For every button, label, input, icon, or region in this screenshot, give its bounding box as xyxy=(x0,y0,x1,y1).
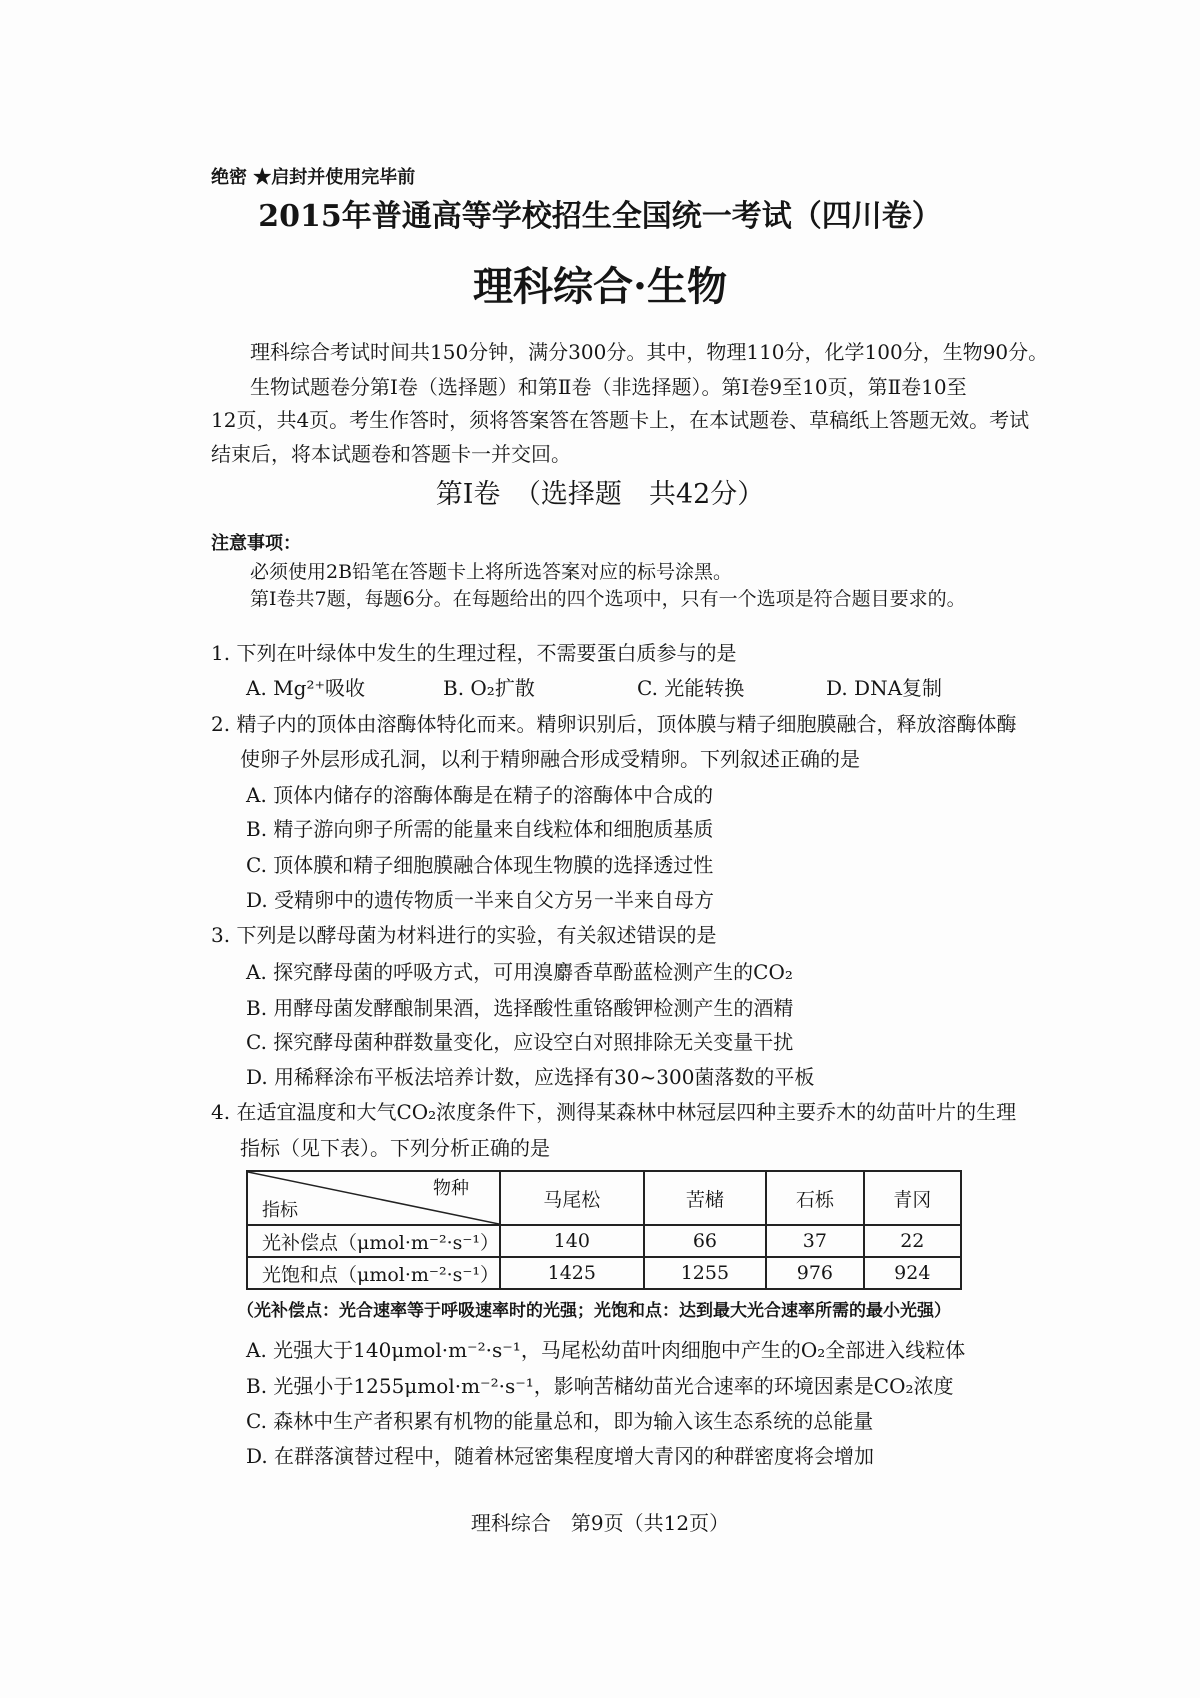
column-header: 青冈 xyxy=(864,1171,961,1225)
notes-line: 第Ⅰ卷共7题，每题6分。在每题给出的四个选项中，只有一个选项是符合题目要求的。 xyxy=(250,588,966,610)
column-header: 苦槠 xyxy=(644,1171,767,1225)
notes-heading: 注意事项： xyxy=(211,533,301,554)
option: C. 光能转换 xyxy=(637,676,745,700)
table-cell: 976 xyxy=(766,1257,863,1289)
corner-bottom-label: 指标 xyxy=(262,1200,298,1221)
option: D. 用稀释涂布平板法培养计数，应选择有30~300菌落数的平板 xyxy=(246,1065,815,1089)
table-cell: 66 xyxy=(644,1225,767,1257)
table-header-row xyxy=(247,1171,961,1225)
option: D. 受精卵中的遗传物质一半来自父方另一半来自母方 xyxy=(246,888,715,912)
option: B. O₂扩散 xyxy=(443,676,535,700)
option: A. 探究酵母菌的呼吸方式，可用溴麝香草酚蓝检测产生的CO₂ xyxy=(246,960,793,984)
question-stem: 3. 下列是以酵母菌为材料进行的实验，有关叙述错误的是 xyxy=(211,923,717,947)
table-cell: 1425 xyxy=(500,1257,644,1289)
option: B. 光强小于1255μmol·m⁻²·s⁻¹，影响苦槠幼苗光合速率的环境因素是CO₂浓度 xyxy=(246,1374,954,1398)
confidential-note: 绝密 ★启封并使用完毕前 xyxy=(211,167,416,188)
row-label: 光饱和点（μmol·m⁻²·s⁻¹） xyxy=(247,1257,500,1289)
option: D. 在群落演替过程中，随着林冠密集程度增大青冈的种群密度将会增加 xyxy=(246,1444,875,1468)
table-row xyxy=(247,1225,961,1257)
exam-subtitle: 理科综合·生物 xyxy=(473,263,727,310)
question-stem: 2. 精子内的顶体由溶酶体特化而来。精卵识别后，顶体膜与精子细胞膜融合，释放溶酶体酶 xyxy=(211,712,1017,736)
table-note: （光补偿点：光合速率等于呼吸速率时的光强；光饱和点：达到最大光合速率所需的最小光强） xyxy=(237,1301,951,1321)
column-header: 石栎 xyxy=(766,1171,863,1225)
option: A. 光强大于140μmol·m⁻²·s⁻¹，马尾松幼苗叶肉细胞中产生的O₂全部进入线粒体 xyxy=(246,1338,966,1362)
table-cell: 140 xyxy=(500,1225,644,1257)
corner-cell xyxy=(247,1171,500,1225)
option: C. 探究酵母菌种群数量变化，应设空白对照排除无关变量干扰 xyxy=(246,1030,794,1054)
data-table xyxy=(246,1170,962,1290)
notes-line: 必须使用2B铅笔在答题卡上将所选答案对应的标号涂黑。 xyxy=(250,561,733,583)
option: A. 顶体内储存的溶酶体酶是在精子的溶酶体中合成的 xyxy=(246,783,714,807)
question-stem: 指标（见下表）。下列分析正确的是 xyxy=(240,1136,550,1160)
option: C. 顶体膜和精子细胞膜融合体现生物膜的选择透过性 xyxy=(246,853,714,877)
section-title: 第Ⅰ卷 （选择题 共42分） xyxy=(435,479,765,510)
question-stem: 4. 在适宜温度和大气CO₂浓度条件下，测得某森林中林冠层四种主要乔木的幼苗叶片的生理 xyxy=(211,1100,1017,1124)
intro-line: 结束后，将本试题卷和答题卡一并交回。 xyxy=(211,442,571,466)
table-row xyxy=(247,1257,961,1289)
row-label: 光补偿点（μmol·m⁻²·s⁻¹） xyxy=(247,1225,500,1257)
column-header: 马尾松 xyxy=(500,1171,644,1225)
table-cell: 1255 xyxy=(644,1257,767,1289)
question-stem: 使卵子外层形成孔洞，以利于精卵融合形成受精卵。下列叙述正确的是 xyxy=(240,747,860,771)
page-footer: 理科综合 第9页（共12页） xyxy=(470,1511,730,1535)
intro-line: 生物试题卷分第Ⅰ卷（选择题）和第Ⅱ卷（非选择题）。第Ⅰ卷9至10页，第Ⅱ卷10至 xyxy=(250,375,967,399)
option: C. 森林中生产者积累有机物的能量总和，即为输入该生态系统的总能量 xyxy=(246,1409,874,1433)
question-stem: 1. 下列在叶绿体中发生的生理过程，不需要蛋白质参与的是 xyxy=(211,641,737,665)
table-cell: 22 xyxy=(864,1225,961,1257)
option: A. Mg²⁺吸收 xyxy=(246,676,366,700)
table-cell: 924 xyxy=(864,1257,961,1289)
option: D. DNA复制 xyxy=(826,676,943,700)
corner-top-label: 物种 xyxy=(433,1178,469,1199)
intro-line: 理科综合考试时间共150分钟，满分300分。其中，物理110分，化学100分，生物90分。 xyxy=(250,340,1049,364)
exam-title: 2015年普通高等学校招生全国统一考试（四川卷） xyxy=(258,199,942,234)
option: B. 精子游向卵子所需的能量来自线粒体和细胞质基质 xyxy=(246,817,714,841)
option: B. 用酵母菌发酵酿制果酒，选择酸性重铬酸钾检测产生的酒精 xyxy=(246,996,794,1020)
intro-line: 12页，共4页。考生作答时，须将答案答在答题卡上，在本试题卷、草稿纸上答题无效。考试 xyxy=(211,408,1030,432)
table-cell: 37 xyxy=(766,1225,863,1257)
